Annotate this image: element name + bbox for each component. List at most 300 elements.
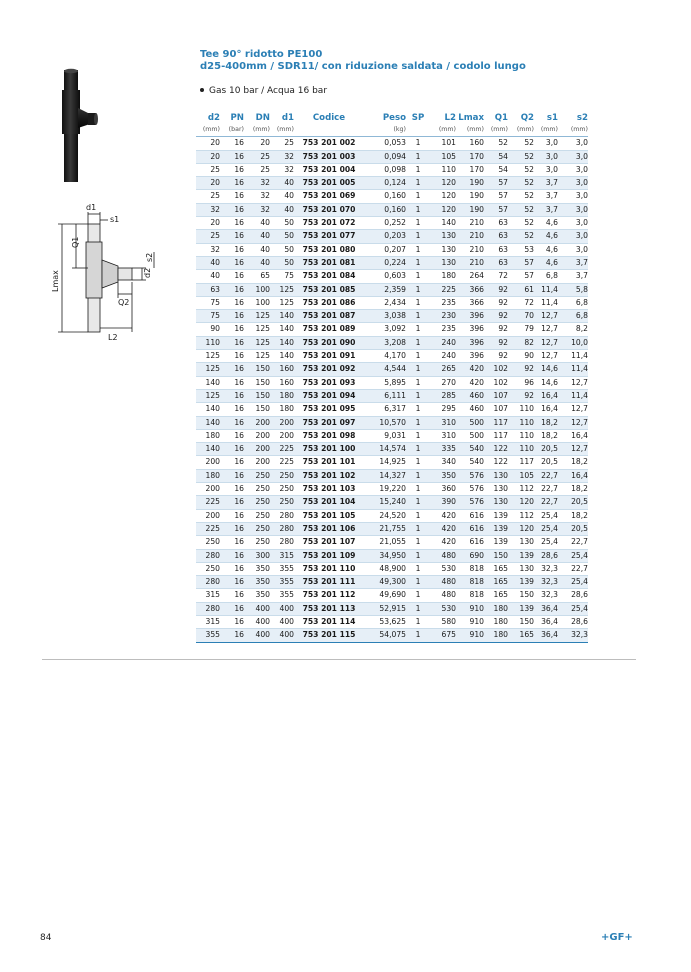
table-cell: 400	[255, 616, 270, 626]
table-cell: 1	[406, 310, 430, 323]
table-cell: 0,094	[364, 150, 406, 163]
article-code-cell: 753 201 094	[294, 389, 364, 402]
table-cell: 125	[244, 310, 270, 323]
table-cell: 335	[430, 443, 456, 456]
table-cell: 50	[270, 256, 294, 269]
table-cell: 1	[415, 537, 421, 547]
table-cell: 40	[244, 256, 270, 269]
table-cell: 16	[220, 629, 244, 642]
table-cell: 265	[430, 363, 456, 376]
table-cell: 32	[270, 150, 294, 163]
table-cell: 400	[244, 602, 270, 615]
table-cell: 20	[210, 138, 220, 148]
table-cell: 117	[519, 457, 534, 467]
table-cell: 1	[415, 191, 421, 201]
table-cell: 32	[210, 244, 220, 254]
table-cell: 0,160	[384, 191, 406, 201]
page-header	[200, 49, 660, 73]
table-cell: 40	[244, 230, 270, 243]
table-cell: 25,4	[558, 549, 588, 562]
table-cell: 22,7	[571, 563, 588, 573]
table-cell: 22,7	[541, 484, 558, 494]
table-cell: 396	[469, 351, 484, 361]
table-cell: 120	[430, 177, 456, 190]
table-cell: 16	[234, 271, 244, 281]
table-cell: 170	[469, 164, 484, 174]
table-cell: 480	[441, 590, 456, 600]
table-cell: 53	[524, 244, 534, 254]
table-cell: 82	[508, 336, 534, 349]
table-cell: 818	[456, 576, 484, 589]
table-cell: 250	[244, 469, 270, 482]
article-code-cell: 753 201 102	[294, 469, 364, 482]
table-cell: 25	[260, 164, 270, 174]
table-cell: 130	[484, 469, 508, 482]
table-cell: 180	[270, 389, 294, 402]
table-cell: 16	[220, 283, 244, 296]
table-cell: 139	[484, 522, 508, 535]
table-cell: 50	[284, 244, 294, 254]
table-cell: 500	[456, 416, 484, 429]
table-cell: 1	[406, 256, 430, 269]
table-cell: 25,4	[558, 602, 588, 615]
article-code-cell: 753 201 101	[302, 457, 356, 467]
table-cell: 6,8	[545, 271, 558, 281]
table-cell: 1	[406, 576, 430, 589]
table-row	[196, 190, 588, 203]
article-code-cell: 753 201 084	[302, 271, 356, 281]
table-cell: 3,0	[575, 138, 588, 148]
column-unit: (mm)	[508, 124, 534, 137]
table-row	[196, 243, 588, 256]
table-cell: 1	[406, 629, 430, 642]
table-cell: 22,7	[534, 496, 558, 509]
table-cell: 280	[196, 602, 220, 615]
table-cell: 21,755	[364, 522, 406, 535]
table-cell: 16	[234, 457, 244, 467]
table-cell: 139	[493, 537, 508, 547]
column-header: L2	[444, 112, 456, 123]
column-header: Q2	[520, 112, 534, 123]
table-cell: 92	[484, 283, 508, 296]
bullet-icon	[200, 88, 204, 92]
table-cell: 25	[210, 164, 220, 174]
table-cell: 390	[430, 496, 456, 509]
table-cell: 57	[484, 203, 508, 216]
table-cell: 180	[441, 271, 456, 281]
article-code-cell: 753 201 091	[302, 351, 356, 361]
table-cell: 1	[415, 484, 421, 494]
table-cell: 3,208	[364, 336, 406, 349]
table-cell: 1	[415, 510, 421, 520]
table-cell: 28,6	[571, 590, 588, 600]
article-code-cell: 753 201 070	[294, 203, 364, 216]
table-cell: 315	[205, 616, 220, 626]
table-cell: 52	[524, 164, 534, 174]
table-cell: 122	[484, 443, 508, 456]
pressure-note	[200, 86, 327, 96]
table-cell: 3,038	[364, 310, 406, 323]
table-cell: 250	[255, 537, 270, 547]
table-cell: 1	[406, 203, 430, 216]
table-cell: 16	[234, 218, 244, 228]
table-cell: 250	[255, 510, 270, 520]
table-cell: 125	[196, 363, 220, 376]
table-cell: 3,7	[534, 177, 558, 190]
table-cell: 52	[508, 177, 534, 190]
table-cell: 12,7	[571, 377, 588, 387]
label-lmax: Lmax	[51, 270, 60, 292]
table-cell: 340	[441, 457, 456, 467]
table-cell: 140	[270, 310, 294, 323]
article-code-cell: 753 201 109	[294, 549, 364, 562]
table-cell: 16	[220, 496, 244, 509]
table-cell: 110	[441, 164, 456, 174]
table-cell: 110	[519, 404, 534, 414]
table-cell: 16	[220, 443, 244, 456]
table-cell: 16	[234, 351, 244, 361]
table-cell: 1	[415, 404, 421, 414]
table-cell: 16	[220, 469, 244, 482]
table-cell: 16	[220, 256, 244, 269]
table-cell: 16	[234, 377, 244, 387]
table-cell: 165	[508, 629, 534, 642]
table-cell: 101	[441, 138, 456, 148]
table-cell: 16,4	[571, 430, 588, 440]
table-cell: 616	[469, 510, 484, 520]
table-cell: 420	[456, 363, 484, 376]
table-row	[196, 443, 588, 456]
table-cell: 15,240	[364, 496, 406, 509]
table-cell: 72	[498, 271, 508, 281]
label-d2: d2	[143, 267, 152, 278]
gf-logo: +GF+	[601, 932, 633, 943]
table-cell: 250	[255, 484, 270, 494]
table-cell: 139	[508, 602, 534, 615]
article-code-cell: 753 201 086	[302, 297, 356, 307]
table-cell: 75	[284, 271, 294, 281]
table-cell: 20	[196, 177, 220, 190]
column-header: s1	[546, 112, 558, 123]
divider	[42, 659, 636, 660]
table-cell: 315	[205, 590, 220, 600]
table-cell: 530	[441, 563, 456, 573]
table-cell: 350	[255, 590, 270, 600]
column-header: PN	[230, 112, 244, 123]
table-cell: 210	[456, 256, 484, 269]
table-cell: 180	[279, 404, 294, 414]
table-cell: 200	[255, 457, 270, 467]
table-cell: 110	[508, 443, 534, 456]
table-cell: 16	[234, 430, 244, 440]
table-row	[196, 509, 588, 522]
table-cell: 400	[279, 616, 294, 626]
table-cell: 105	[430, 150, 456, 163]
table-cell: 170	[456, 150, 484, 163]
label-s2: s2	[145, 252, 154, 262]
table-cell: 32,3	[558, 629, 588, 642]
table-cell: 12,7	[558, 416, 588, 429]
table-cell: 63	[498, 244, 508, 254]
table-cell: 580	[441, 616, 456, 626]
table-cell: 110	[508, 416, 534, 429]
table-cell: 140	[279, 351, 294, 361]
table-cell: 3,0	[558, 230, 588, 243]
table-cell: 16	[220, 389, 244, 402]
table-cell: 40	[270, 203, 294, 216]
table-cell: 20,5	[541, 457, 558, 467]
table-cell: 11,4	[571, 351, 588, 361]
table-cell: 92	[498, 351, 508, 361]
table-cell: 3,0	[534, 150, 558, 163]
table-cell: 36,4	[541, 616, 558, 626]
table-cell: 130	[430, 256, 456, 269]
table-cell: 3,0	[558, 150, 588, 163]
table-cell: 90	[524, 351, 534, 361]
table-cell: 1	[415, 164, 421, 174]
table-cell: 63	[196, 283, 220, 296]
table-cell: 3,092	[384, 324, 406, 334]
table-cell: 180	[196, 469, 220, 482]
table-cell: 6,111	[364, 389, 406, 402]
table-cell: 125	[196, 389, 220, 402]
table-cell: 1	[406, 469, 430, 482]
table-cell: 139	[508, 576, 534, 589]
table-cell: 4,544	[364, 363, 406, 376]
table-cell: 53,625	[379, 616, 406, 626]
product-photo	[40, 66, 100, 186]
article-code-cell: 753 201 080	[302, 244, 356, 254]
table-cell: 280	[270, 522, 294, 535]
table-cell: 200	[205, 510, 220, 520]
table-cell: 250	[244, 522, 270, 535]
table-cell: 34,950	[364, 549, 406, 562]
table-cell: 75	[196, 310, 220, 323]
article-code-cell: 753 201 087	[294, 310, 364, 323]
table-cell: 20	[260, 138, 270, 148]
table-cell: 150	[244, 363, 270, 376]
table-cell: 190	[456, 177, 484, 190]
table-cell: 92	[484, 336, 508, 349]
table-cell: 355	[270, 576, 294, 589]
table-cell: 12,7	[541, 324, 558, 334]
table-cell: 54	[498, 164, 508, 174]
table-cell: 420	[430, 522, 456, 535]
table-row	[196, 203, 588, 216]
table-cell: 92	[484, 310, 508, 323]
table-cell: 576	[469, 484, 484, 494]
table-cell: 200	[205, 484, 220, 494]
table-cell: 355	[279, 563, 294, 573]
table-cell: 14,6	[541, 377, 558, 387]
table-cell: 52	[508, 203, 534, 216]
table-row	[196, 496, 588, 509]
table-cell: 250	[270, 469, 294, 482]
table-cell: 180	[484, 629, 508, 642]
table-cell: 11,4	[541, 297, 558, 307]
table-cell: 0,098	[384, 164, 406, 174]
table-cell: 280	[196, 576, 220, 589]
article-code-cell: 753 201 092	[294, 363, 364, 376]
article-code-cell: 753 201 103	[302, 484, 356, 494]
table-cell: 28,6	[571, 616, 588, 626]
table-cell: 54,075	[364, 629, 406, 642]
table-cell: 1	[415, 138, 421, 148]
table-cell: 576	[456, 496, 484, 509]
table-cell: 225	[430, 283, 456, 296]
table-cell: 36,4	[534, 602, 558, 615]
table-cell: 112	[519, 484, 534, 494]
table-cell: 4,6	[545, 244, 558, 254]
table-cell: 125	[270, 283, 294, 296]
table-cell: 1	[415, 457, 421, 467]
table-cell: 3,0	[575, 164, 588, 174]
table-cell: 4,6	[545, 218, 558, 228]
label-l2: L2	[108, 333, 118, 342]
table-cell: 14,327	[364, 469, 406, 482]
table-row	[196, 576, 588, 589]
label-q1: Q1	[71, 236, 80, 248]
article-code-cell: 753 201 093	[302, 377, 356, 387]
table-row	[196, 416, 588, 429]
table-cell: 90	[210, 324, 220, 334]
table-cell: 130	[484, 496, 508, 509]
table-cell: 10,0	[558, 336, 588, 349]
table-cell: 250	[244, 496, 270, 509]
column-unit: (mm)	[558, 124, 588, 137]
table-cell: 92	[508, 363, 534, 376]
article-code-cell: 753 201 089	[302, 324, 356, 334]
table-cell: 52	[508, 150, 534, 163]
table-cell: 16	[220, 549, 244, 562]
table-cell: 25,4	[541, 537, 558, 547]
article-code-cell: 753 201 081	[294, 256, 364, 269]
table-cell: 1	[415, 377, 421, 387]
table-cell: 350	[255, 563, 270, 573]
table-cell: 11,4	[534, 283, 558, 296]
table-cell: 350	[430, 469, 456, 482]
table-cell: 130	[519, 563, 534, 573]
table-cell: 125	[255, 351, 270, 361]
table-cell: 130	[430, 230, 456, 243]
table-cell: 11,4	[558, 363, 588, 376]
table-row	[196, 536, 588, 549]
table-cell: 16	[220, 416, 244, 429]
table-cell: 150	[519, 616, 534, 626]
table-cell: 16	[220, 203, 244, 216]
article-code-cell: 753 201 077	[294, 230, 364, 243]
table-cell: 96	[524, 377, 534, 387]
table-cell: 18,2	[571, 510, 588, 520]
table-cell: 0,053	[384, 138, 406, 148]
table-cell: 1	[415, 271, 421, 281]
table-cell: 1	[406, 389, 430, 402]
table-cell: 32,3	[534, 576, 558, 589]
table-cell: 225	[196, 496, 220, 509]
table-cell: 0,252	[384, 218, 406, 228]
article-code-cell: 753 201 005	[294, 177, 364, 190]
column-header: Codice	[312, 112, 346, 123]
table-row	[196, 629, 588, 642]
table-cell: 1	[415, 430, 421, 440]
table-cell: 350	[244, 576, 270, 589]
table-cell: 910	[469, 616, 484, 626]
table-cell: 52	[508, 230, 534, 243]
table-cell: 0,160	[364, 203, 406, 216]
table-cell: 530	[430, 602, 456, 615]
table-row	[196, 163, 588, 176]
table-row	[196, 389, 588, 402]
table-cell: 3,0	[545, 138, 558, 148]
table-cell: 125	[279, 297, 294, 307]
table-cell: 165	[484, 576, 508, 589]
table-cell: 3,0	[558, 203, 588, 216]
table-cell: 16	[220, 177, 244, 190]
table-cell: 1	[406, 549, 430, 562]
table-cell: 16	[220, 150, 244, 163]
table-cell: 480	[430, 576, 456, 589]
table-cell: 18,2	[571, 484, 588, 494]
column-header: d1	[281, 112, 294, 123]
article-code-cell: 753 201 069	[302, 191, 356, 201]
table-cell: 1	[406, 443, 430, 456]
table-cell: 180	[484, 602, 508, 615]
table-cell: 690	[456, 549, 484, 562]
table-cell: 32	[260, 191, 270, 201]
table-cell: 420	[441, 537, 456, 547]
table-cell: 1	[415, 351, 421, 361]
table-cell: 3,7	[575, 271, 588, 281]
table-cell: 16	[220, 576, 244, 589]
table-cell: 420	[469, 377, 484, 387]
table-cell: 235	[441, 297, 456, 307]
table-row	[196, 256, 588, 269]
table-cell: 16	[234, 510, 244, 520]
table-cell: 616	[469, 537, 484, 547]
table-cell: 910	[456, 602, 484, 615]
table-cell: 11,4	[558, 389, 588, 402]
column-header: d2	[207, 112, 220, 123]
table-cell: 16,4	[558, 469, 588, 482]
column-header: SP	[411, 112, 425, 123]
table-cell: 139	[508, 549, 534, 562]
table-cell: 61	[508, 283, 534, 296]
table-cell: 22,7	[571, 537, 588, 547]
table-cell: 420	[441, 510, 456, 520]
table-cell: 117	[484, 416, 508, 429]
table-cell: 180	[493, 616, 508, 626]
table-row	[196, 310, 588, 323]
article-code-cell: 753 201 106	[294, 522, 364, 535]
table-row	[196, 150, 588, 163]
table-row	[196, 522, 588, 535]
column-unit	[406, 124, 430, 137]
table-cell: 480	[430, 549, 456, 562]
table-row	[196, 177, 588, 190]
table-cell: 79	[524, 324, 534, 334]
table-cell: 1	[415, 563, 421, 573]
table-cell: 72	[524, 297, 534, 307]
table-cell: 92	[498, 297, 508, 307]
table-cell: 63	[484, 256, 508, 269]
table-cell: 160	[469, 138, 484, 148]
table-cell: 150	[519, 590, 534, 600]
table-cell: 40	[270, 177, 294, 190]
table-cell: 1	[406, 283, 430, 296]
table-cell: 16	[220, 310, 244, 323]
table-cell: 1	[406, 416, 430, 429]
column-unit: (mm)	[430, 124, 456, 137]
